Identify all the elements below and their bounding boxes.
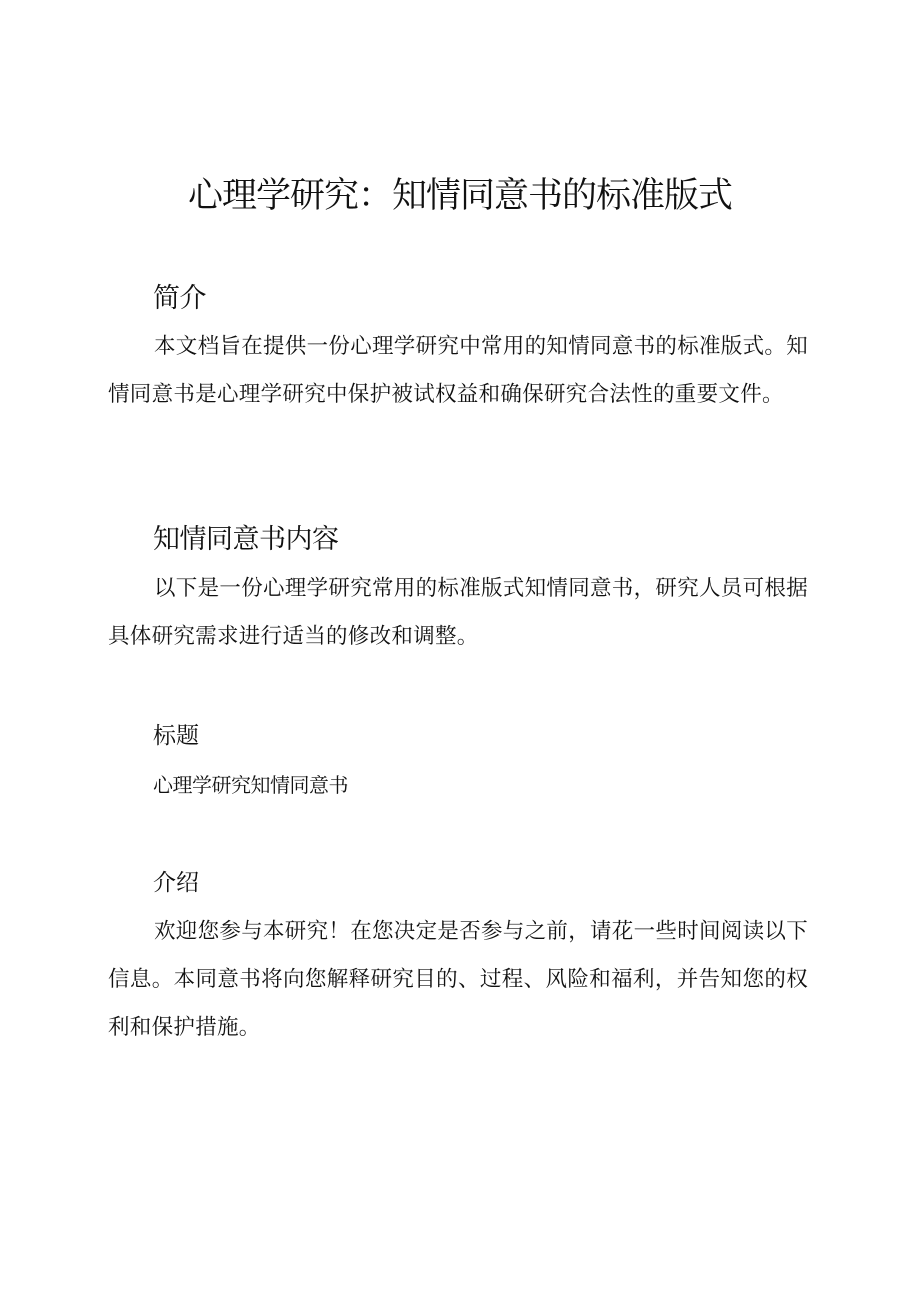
section-body-form-intro: 欢迎您参与本研究！在您决定是否参与之前，请花一些时间阅读以下信息。本同意书将向您解释研究目的、过程、风险和福利，并告知您的权利和保护措施。	[108, 919, 809, 1040]
document-title: 心理学研究：知情同意书的标准版式	[187, 176, 732, 216]
section-body-content: 以下是一份心理学研究常用的标准版式知情同意书，研究人员可根据具体研究需求进行适当的修改和调整。	[108, 576, 809, 649]
form-title-value: 心理学研究知情同意书	[153, 773, 348, 797]
section-heading-form-intro: 介绍	[153, 870, 199, 896]
section-body-intro: 本文档旨在提供一份心理学研究中常用的知情同意书的标准版式。知情同意书是心理学研究中保护被试权益和确保研究合法性的重要文件。	[108, 334, 809, 407]
section-heading-intro: 简介	[153, 283, 206, 314]
section-heading-form-title: 标题	[153, 723, 199, 749]
section-heading-content: 知情同意书内容	[153, 524, 339, 555]
